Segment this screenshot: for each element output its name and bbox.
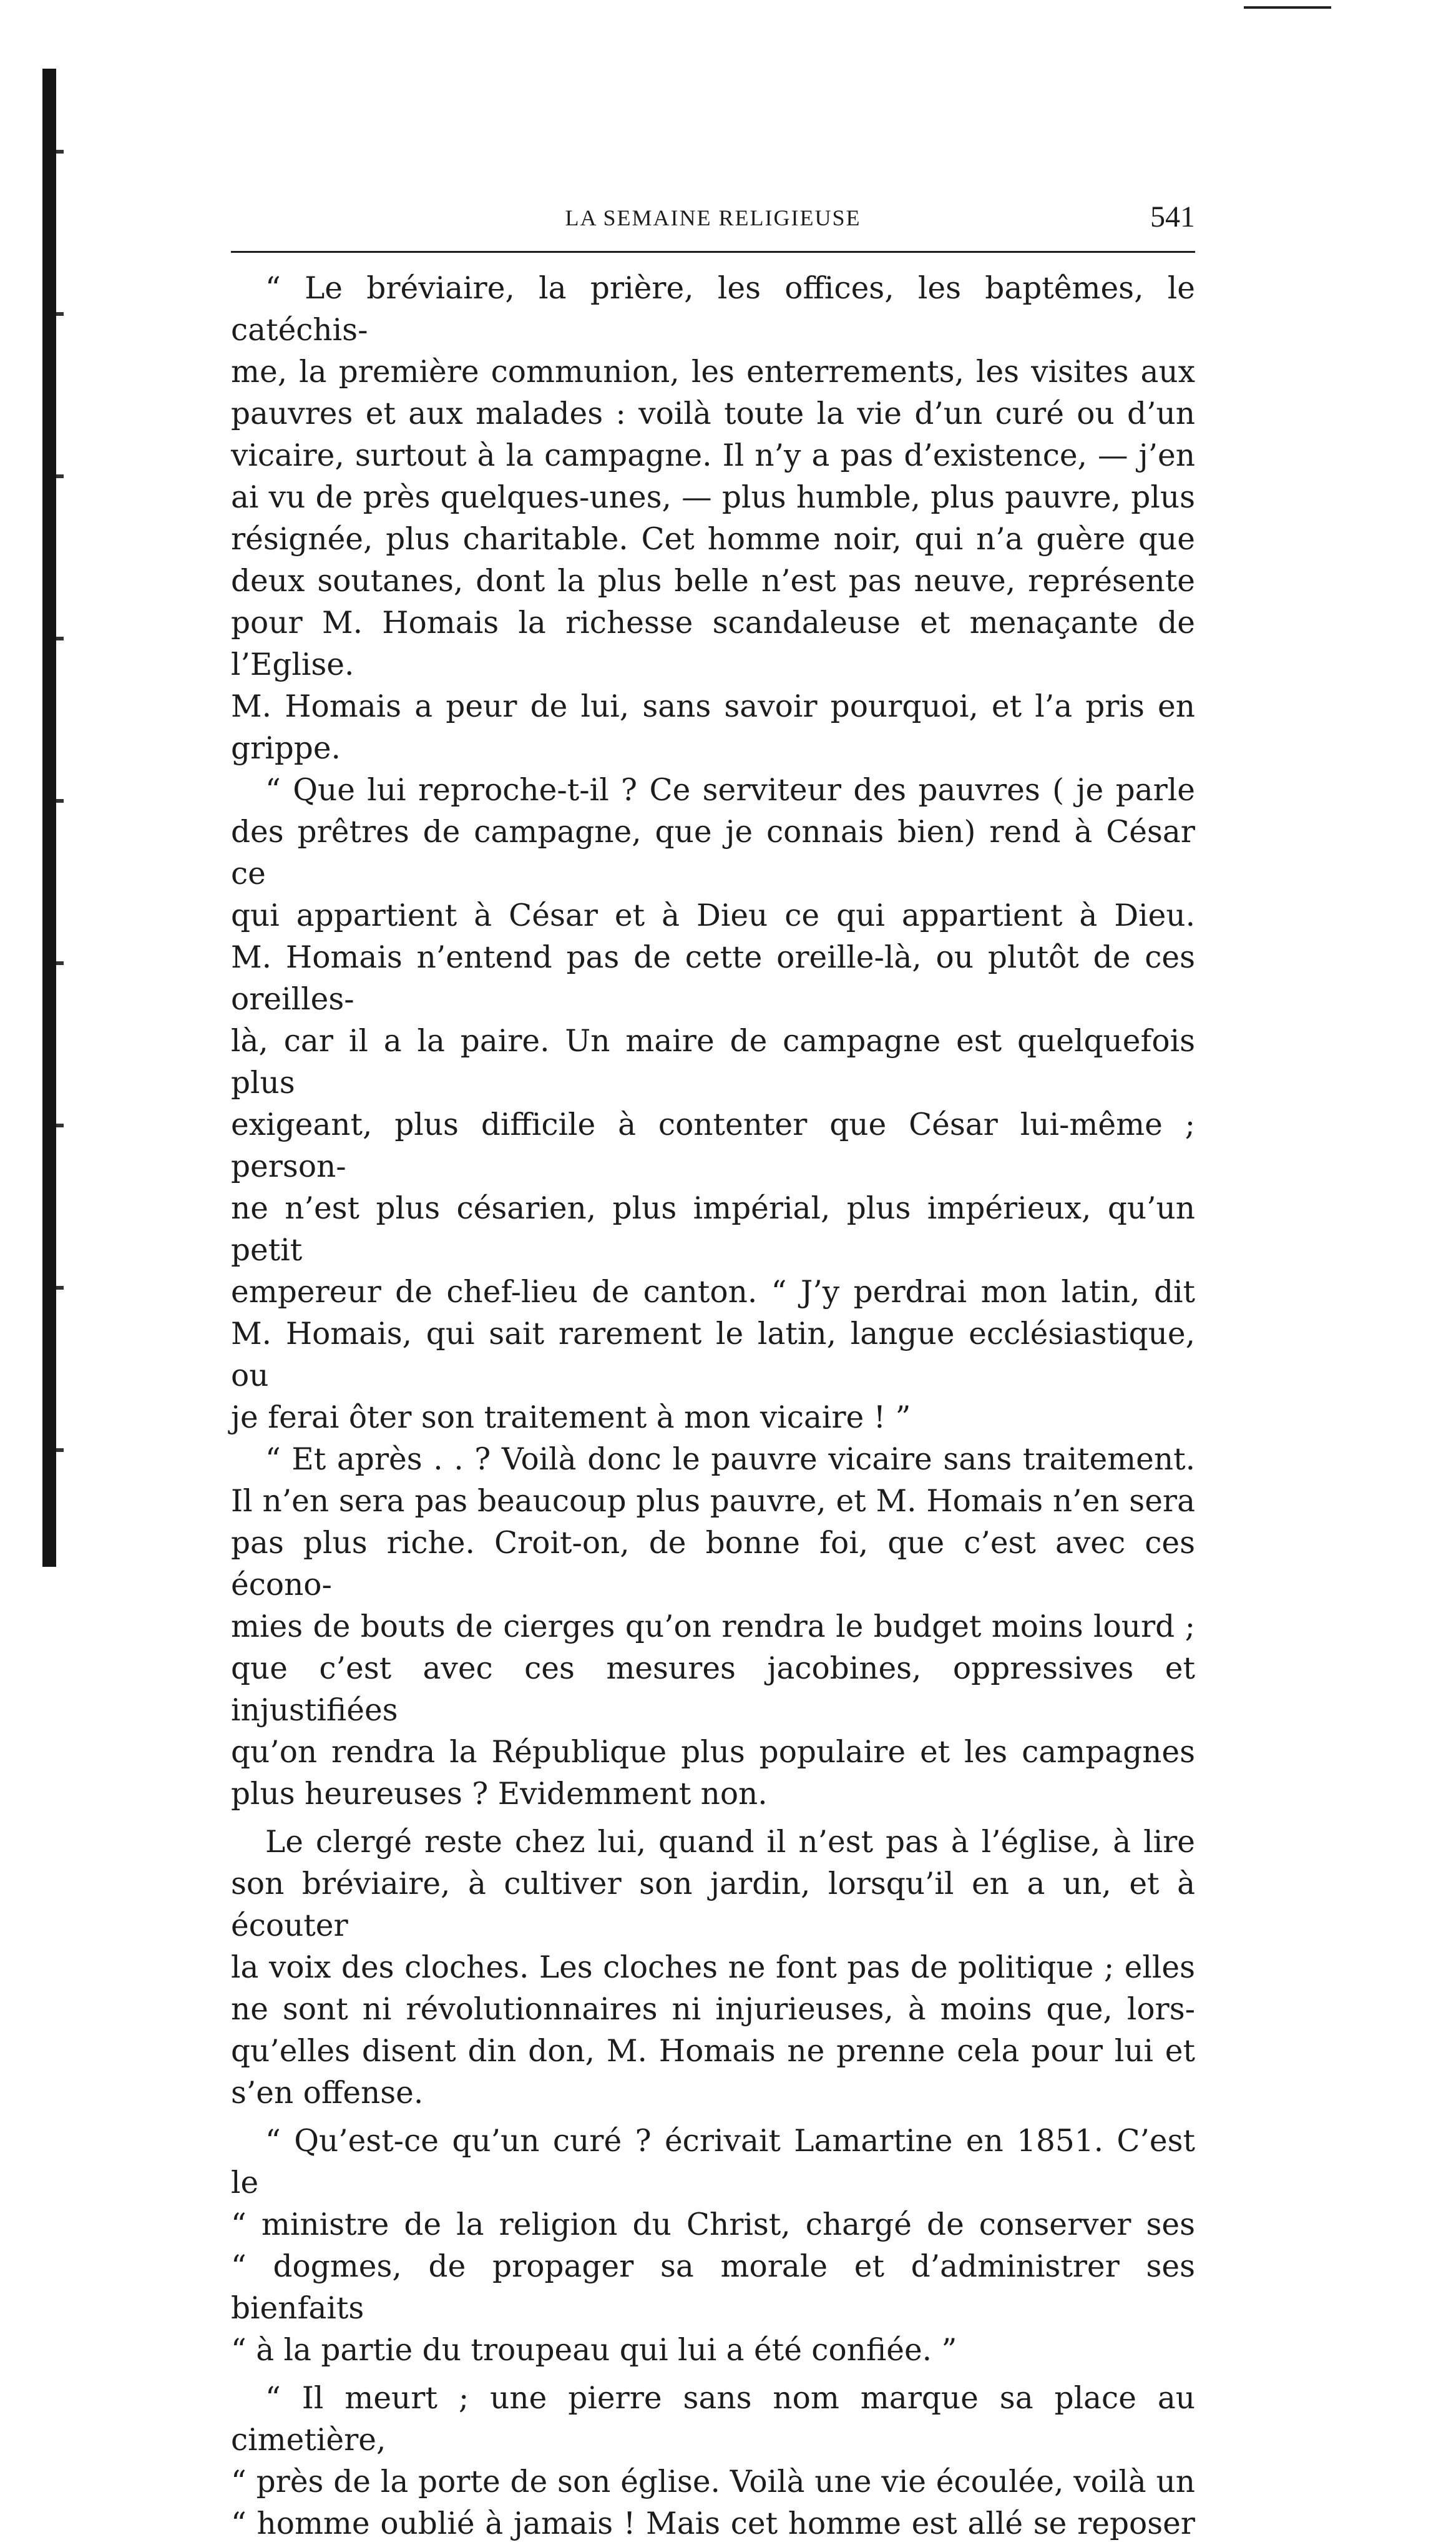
text-line: “ dogmes, de propager sa morale et d’administrer ses bienfaits [231,2249,1195,2326]
text-line: là, car il a la paire. Un maire de campagne est quelquefois plus [231,1024,1195,1101]
running-title: LA SEMAINE RELIGIEUSE [565,205,861,230]
body-text [231,268,1195,2545]
running-head [231,200,1195,243]
text-line: je ferai ôter son traitement à mon vicaire ! ” [231,1400,911,1435]
text-line: la voix des cloches. Les cloches ne font pas de politique ; elles [231,1950,1195,1985]
text-line: M. Homais a peur de lui, sans savoir pourquoi, et l’a pris en [231,689,1195,724]
text-line: “ Et après . . ? Voilà donc le pauvre vicaire sans traitement. [265,1442,1195,1477]
text-line: M. Homais n’entend pas de cette oreille-là, ou plutôt de ces oreilles- [231,940,1195,1017]
text-line: “ Qu’est-ce qu’un curé ? écrivait Lamartine en 1851. C’est le [231,2124,1195,2200]
text-line: ai vu de près quelques-unes, — plus humble, plus pauvre, plus [231,480,1195,515]
text-line: plus heureuses ? Evidemment non. [231,1777,768,1812]
corner-mark [1244,6,1331,9]
text-line: “ Que lui reproche-t-il ? Ce serviteur des pauvres ( je parle [265,773,1195,808]
text-line: exigeant, plus difficile à contenter que César lui-même ; person- [231,1107,1195,1184]
header-rule [231,251,1195,253]
text-line: pauvres et aux malades : voilà toute la vie d’un curé ou d’un [231,396,1195,431]
text-line: ne sont ni révolutionnaires ni injurieuses, à moins que, lors- [231,1992,1195,2027]
text-line: des prêtres de campagne, que je connais bien) rend à César ce [231,815,1195,891]
text-line: qui appartient à César et à Dieu ce qui appartient à Dieu. [231,898,1195,933]
text-line: pas plus riche. Croit-on, de bonne foi, que c’est avec ces écono- [231,1526,1195,1602]
text-line: empereur de chef-lieu de canton. “ J’y perdrai mon latin, dit [231,1275,1195,1310]
text-line: “ Le bréviaire, la prière, les offices, les baptêmes, le catéchis- [231,271,1195,348]
text-line: “ à la partie du troupeau qui lui a été confiée. ” [231,2333,957,2368]
text-line: mies de bouts de cierges qu’on rendra le budget moins lourd ; [231,1609,1195,1644]
text-line: qu’on rendra la République plus populaire et les campagnes [231,1735,1195,1770]
text-line: qu’elles disent din don, M. Homais ne prenne cela pour lui et [231,2034,1195,2069]
text-line: “ près de la porte de son église. Voilà une vie écoulée, voilà un [231,2464,1195,2499]
text-line: Le clergé reste chez lui, quand il n’est pas à l’église, à lire [265,1825,1195,1860]
text-line: résignée, plus charitable. Cet homme noir, qui n’a guère que [231,522,1195,557]
text-line: “ homme oublié à jamais ! Mais cet homme est allé se reposer [231,2506,1195,2541]
text-line: Il n’en sera pas beaucoup plus pauvre, et M. Homais n’en sera [231,1484,1195,1519]
text-line: vicaire, surtout à la campagne. Il n’y a pas d’existence, — j’en [231,438,1195,473]
text-line: son bréviaire, à cultiver son jardin, lorsqu’il en a un, et à écouter [231,1866,1195,1943]
book-spine-shadow [42,69,56,1567]
text-line: ne n’est plus césarien, plus impérial, plus impérieux, qu’un petit [231,1191,1195,1268]
text-line: grippe. [231,731,341,766]
page [231,200,1195,2545]
text-line: me, la première communion, les enterrements, les visites aux [231,355,1195,390]
text-line: M. Homais, qui sait rarement le latin, langue ecclésiastique, ou [231,1317,1195,1393]
text-line: “ Il meurt ; une pierre sans nom marque sa place au cimetière, [231,2381,1195,2458]
text-line: s’en offense. [231,2076,424,2111]
text-line: “ ministre de la religion du Christ, chargé de conserver ses [231,2207,1195,2242]
text-line: deux soutanes, dont la plus belle n’est pas neuve, représente [231,564,1195,599]
text-line: que c’est avec ces mesures jacobines, oppressives et injustifiées [231,1651,1195,1728]
spine-edge-marks [56,75,64,1561]
text-line: pour M. Homais la richesse scandaleuse et menaçante de l’Eglise. [231,606,1195,682]
page-number: 541 [1150,200,1195,233]
